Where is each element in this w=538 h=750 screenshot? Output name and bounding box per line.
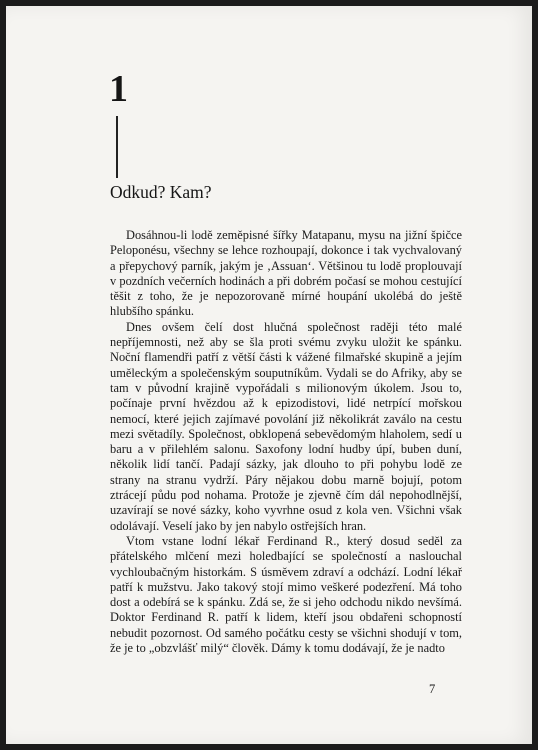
paragraph: Vtom vstane lodní lékař Ferdinand R., který dosud seděl za přátelského mlčení mezi holedbající se společností a naslouchal vychloubačným historkám. S úsměvem zdraví a odchází. Lodní lékař patří k mužstvu. Jako takový stojí mimo veškeré podezření. Má toho dost a odebírá se k spánku. Zdá se, že si jeho odchodu nikdo nevšímá. Doktor Ferdinand R. patří k lidem, kteří jsou obdařeni schopností nebudit pozornost. Od samého počátku cesty se všichni shodují v tom, že je to „obzvlášť milý“ člověk. Dámy k tomu dodávají, že je nadto [110,533,462,656]
paragraph: Dosáhnou-li lodě zeměpisné šířky Matapanu, mysu na jižní špičce Peloponésu, všechny se lehce rozhoupají, dokonce i tak vychvalovaný a přepychový parník, jakým je ‚Assuan‘. Většinou tu lodě proplouvají v pozdních večerních hodinách a při dobrém počasí se mohou cestující těšit z toho, že je nepozorovaně mírné houpání ukolébá do ještě hlubšího spánku. [110,228,462,319]
chapter-rule [116,116,118,178]
body-text [110,228,462,656]
book-page [6,6,532,744]
page-number: 7 [429,682,436,696]
paragraph: Dnes ovšem čelí dost hlučná společnost raději této malé nepříjemnosti, než aby se šla proti svému zvyku uložit ke spánku. Noční flamendři patří z větší části k vážené filmařské skupině a jejím uměleckým a společenským souputníkům. Vydali se do Afriky, aby se tam v původní krajině vypořádali s milionovým úkolem. Jsou to, počínaje první hvězdou až k epizodistovi, lidé netrpící mořskou nemocí, které jejich zajímavé povolání již několikrát zaválo na cestu mezi světadíly. Společnost, obklopená sebevědomým hlaholem, sedí u baru a v přilehlém salonu. Saxofony lodní hudby úpí, buben duní, několik lidí tančí. Padají sázky, jak dlouho to při pohybu lodě ze strany na stranu vydrží. Páry nějakou dobu marně bojují, potom ztrácejí půdu pod nohama. Protože je zjevně čím dál nepohodlnější, uzavírají se nové sázky, koho vyvrhne osud z kola ven. Všichni však odolávají. Veselí jako by jen nabylo ostřejších hran. [110,319,462,533]
chapter-title: Odkud? Kam? [110,182,212,202]
chapter-number: 1 [109,68,128,110]
